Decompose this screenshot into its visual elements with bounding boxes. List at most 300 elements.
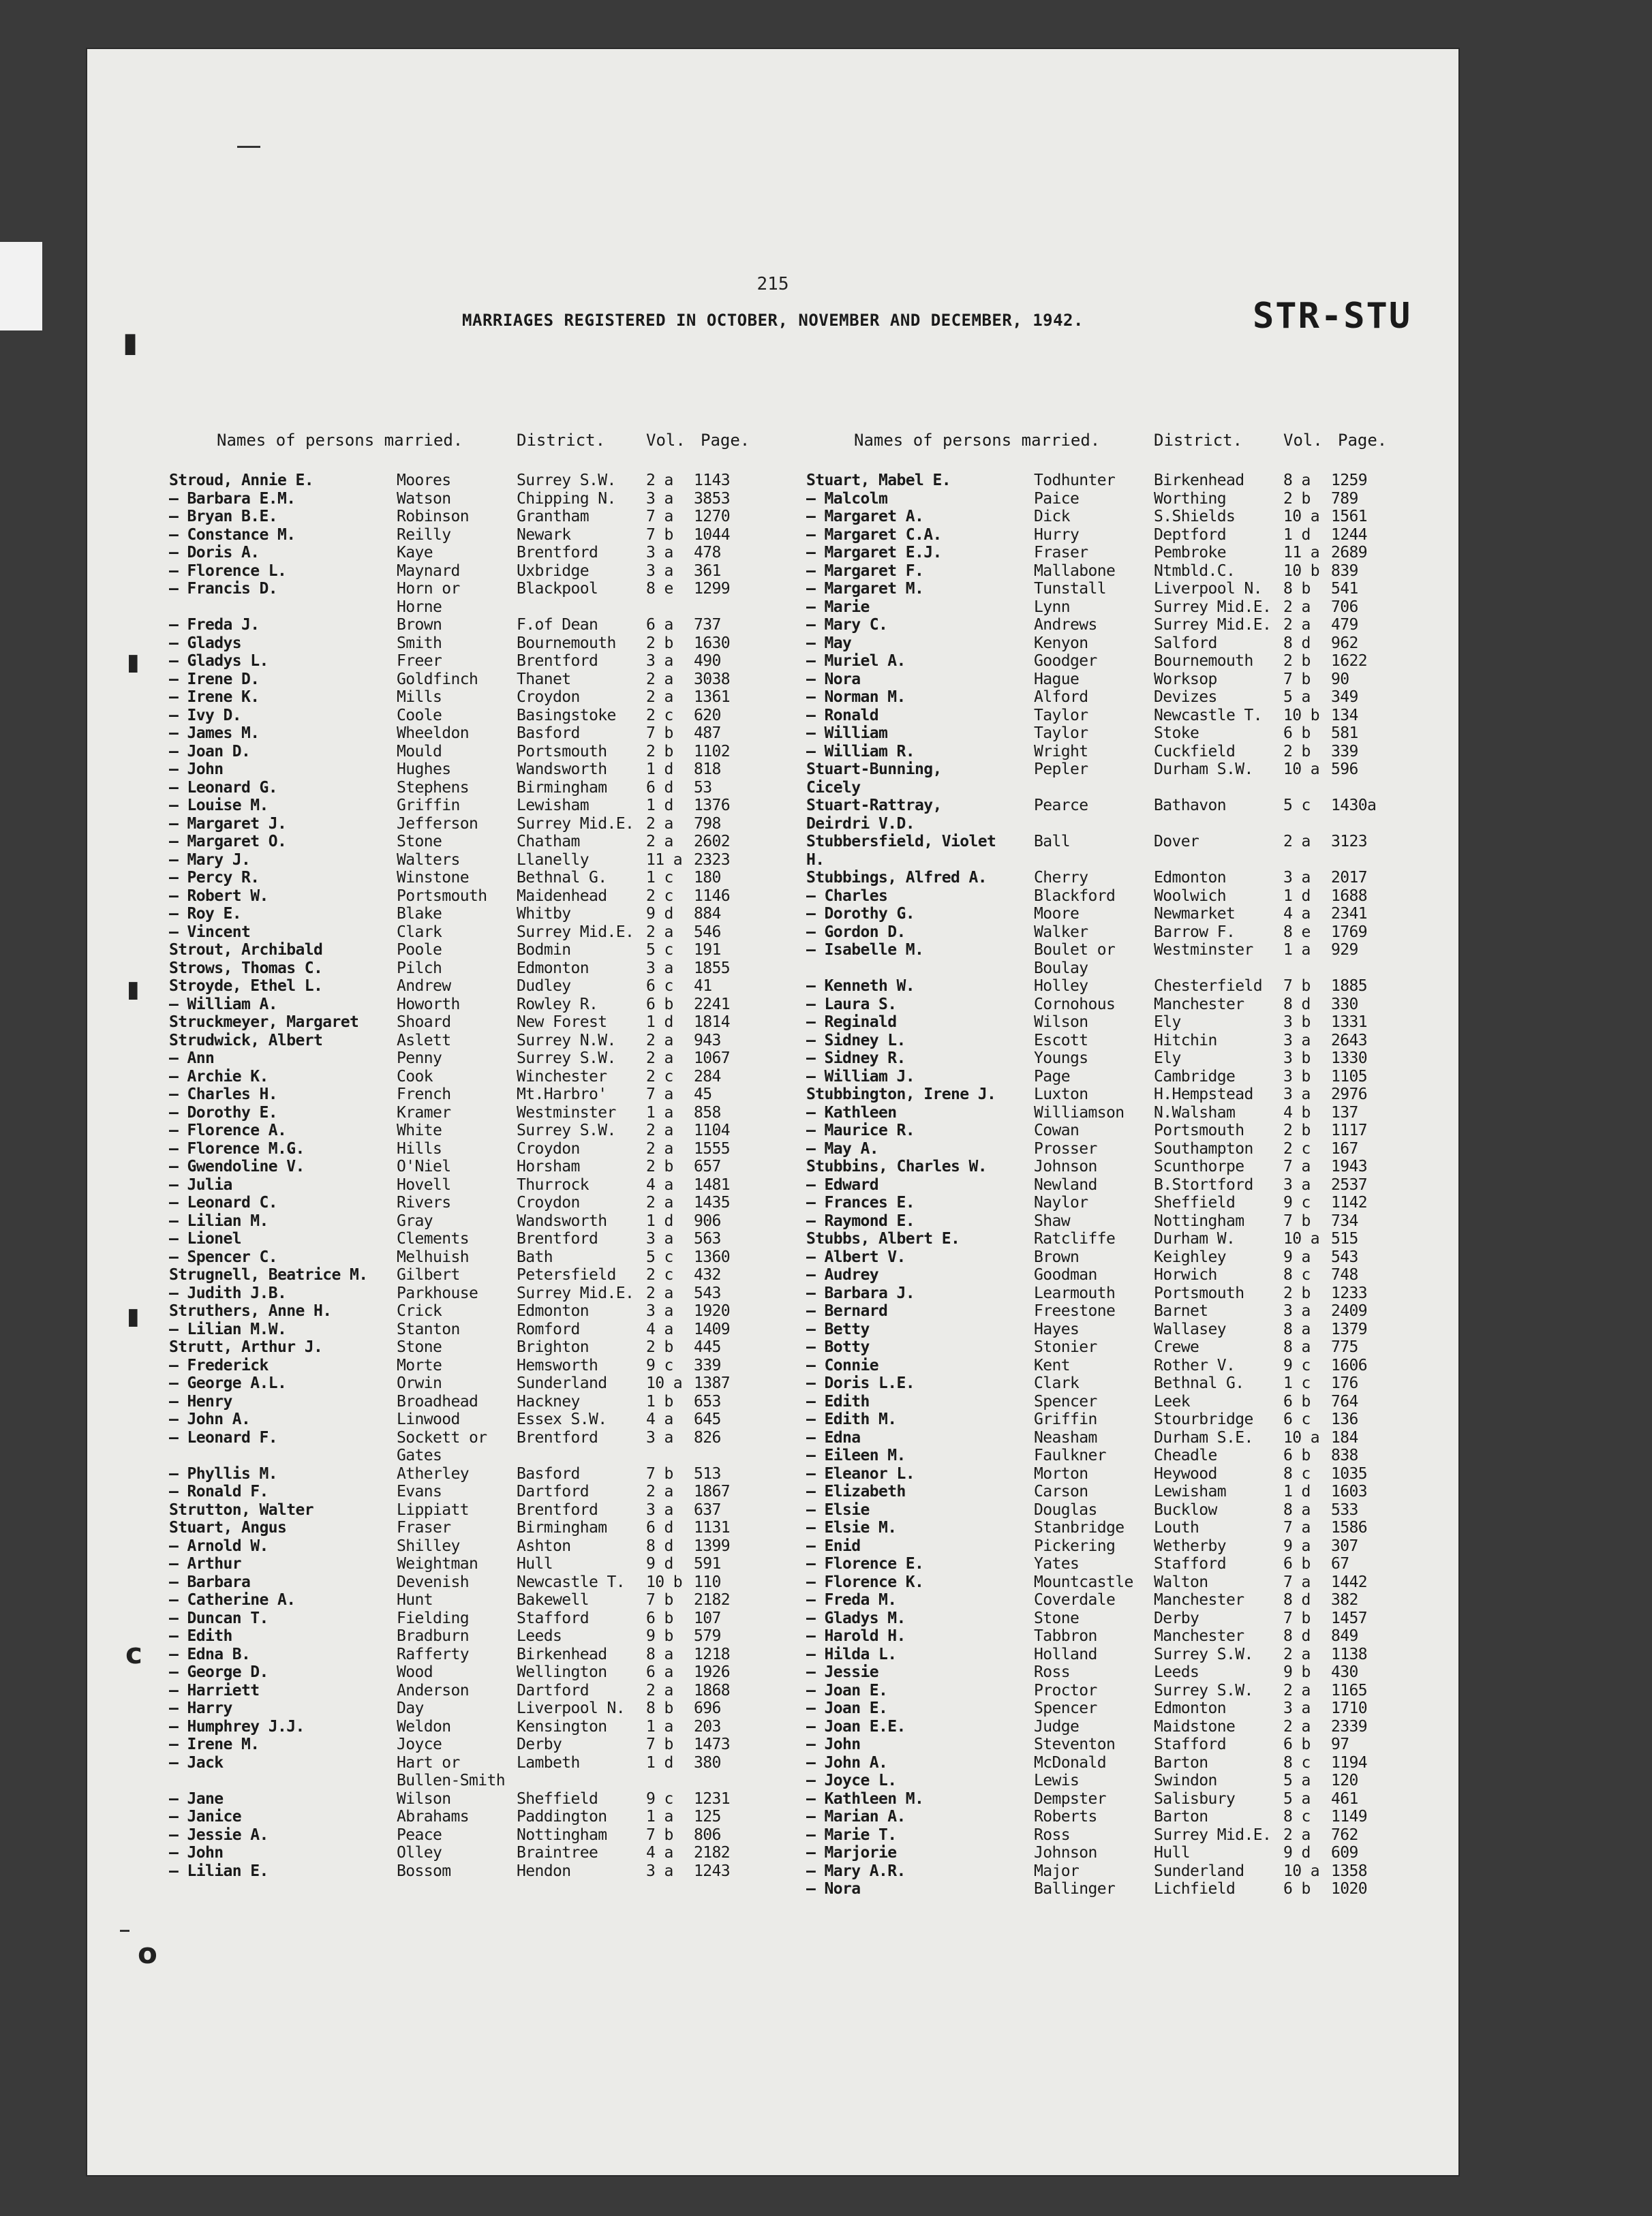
entry-district: Horsham <box>517 1158 580 1175</box>
entry-page: 581 <box>1331 724 1358 742</box>
entry-spouse-surname: Melhuish <box>397 1248 469 1266</box>
register-entry <box>169 1573 782 1592</box>
entry-spouse-surname: Mills <box>397 688 442 706</box>
register-entry <box>806 1447 1420 1465</box>
entry-page: 653 <box>694 1392 721 1411</box>
entry-volume: 1 d <box>646 797 673 814</box>
entry-volume: 3 b <box>1283 1049 1311 1067</box>
district-header: District. <box>517 431 606 450</box>
entry-district: Pembroke <box>1154 544 1226 561</box>
entry-name: Stubbs, Albert E. <box>806 1230 960 1248</box>
entry-volume: 2 b <box>1283 742 1311 760</box>
entry-name: — Edith <box>806 1392 870 1411</box>
register-entry <box>169 1302 782 1321</box>
entry-name: Stuart-Bunning, <box>806 760 942 778</box>
entry-volume: 1 b <box>646 1392 673 1411</box>
register-entry <box>169 1844 782 1862</box>
register-entry <box>169 1483 782 1501</box>
entry-volume: 7 a <box>1283 1519 1311 1537</box>
entry-page: 1868 <box>694 1681 730 1699</box>
entry-district: Blackpool <box>517 580 598 598</box>
entry-name: — Florence E. <box>806 1555 924 1573</box>
entry-volume: 7 a <box>1283 1573 1311 1591</box>
entry-volume: 7 b <box>1283 670 1311 688</box>
entry-district: Lichfield <box>1154 1880 1236 1898</box>
register-entry <box>806 490 1420 508</box>
entry-volume: 7 b <box>1283 977 1311 995</box>
entry-name: — Hilda L. <box>806 1645 897 1663</box>
entry-volume: 9 c <box>646 1356 673 1374</box>
register-entry <box>806 1013 1420 1032</box>
entry-page: 906 <box>694 1212 721 1230</box>
entry-volume: 5 c <box>646 941 673 959</box>
register-entry <box>169 1808 782 1826</box>
entry-district: Ntmbld.C. <box>1154 561 1236 580</box>
entry-name: — Archie K. <box>169 1067 269 1086</box>
entry-spouse-surname: Major <box>1034 1862 1080 1880</box>
entry-volume: 10 a <box>1283 1230 1319 1248</box>
entry-spouse-surname: Weightman <box>397 1555 478 1573</box>
entry-name: — Malcolm <box>806 489 888 508</box>
entry-volume: 9 d <box>646 1555 673 1573</box>
entry-name: — Nora <box>806 1880 861 1898</box>
entry-volume: 6 b <box>1283 1555 1311 1573</box>
entry-district: Basingstoke <box>517 706 616 724</box>
entry-district: Brentford <box>517 1230 598 1248</box>
entry-volume: 2 a <box>646 472 673 489</box>
entry-volume: 3 a <box>646 1230 673 1248</box>
register-entry <box>806 1086 1420 1104</box>
register-entry <box>806 1483 1420 1501</box>
entry-spouse-surname: Hague <box>1034 670 1080 688</box>
entry-district: Heywood <box>1154 1464 1217 1483</box>
entry-page: 943 <box>694 1031 721 1049</box>
entry-page: 1769 <box>1331 923 1367 941</box>
register-entry <box>806 1501 1420 1520</box>
entry-volume: 6 c <box>1283 1411 1311 1428</box>
entry-district: Leeds <box>517 1627 562 1645</box>
entry-volume: 2 a <box>1283 1717 1311 1736</box>
entry-spouse-surname: Naylor <box>1034 1194 1088 1212</box>
entry-spouse-surname: Wood <box>397 1663 433 1681</box>
entry-name: — Jessie A. <box>169 1826 269 1844</box>
entry-volume: 3 a <box>646 544 673 561</box>
entry-spouse-surname: White <box>397 1122 442 1139</box>
entry-spouse-surname: Carson <box>1034 1483 1088 1501</box>
entry-volume: 4 a <box>1283 905 1311 923</box>
entry-name: Strout, Archibald <box>169 941 323 959</box>
register-entry <box>806 544 1420 562</box>
entry-volume: 1 a <box>646 1717 673 1736</box>
entry-page: 284 <box>694 1067 721 1086</box>
entry-volume: 2 b <box>646 1338 673 1356</box>
entry-volume: 9 d <box>646 905 673 923</box>
entry-volume: 2 a <box>1283 1645 1311 1663</box>
entry-page: 1943 <box>1331 1158 1367 1175</box>
entry-volume: 3 a <box>646 1428 673 1447</box>
entry-name: — Duncan T. <box>169 1609 269 1627</box>
entry-volume: 1 a <box>646 1103 673 1122</box>
register-entry <box>806 1284 1420 1303</box>
entry-spouse-surname: Freestone <box>1034 1302 1116 1320</box>
entry-volume: 2 b <box>1283 652 1311 670</box>
register-entry <box>806 1230 1420 1248</box>
entry-district: Braintree <box>517 1844 598 1862</box>
entry-district: Sheffield <box>517 1789 598 1808</box>
entry-district: Salford <box>1154 634 1217 652</box>
entry-district: Whitby <box>517 905 571 923</box>
entry-name: — George A.L. <box>169 1374 287 1392</box>
register-entry <box>169 1357 782 1375</box>
register-entry <box>806 1194 1420 1212</box>
entry-district: Stafford <box>1154 1555 1226 1573</box>
entry-name: — Albert V. <box>806 1248 906 1266</box>
entry-district: Croydon <box>517 1139 580 1158</box>
entry-name: — Gordon D. <box>806 923 906 941</box>
entry-spouse-surname: Andrew <box>397 977 451 995</box>
entry-page: 307 <box>1331 1537 1358 1555</box>
entry-district: Surrey S.W. <box>1154 1645 1253 1663</box>
register-entry <box>806 1646 1420 1664</box>
column-header <box>169 431 782 458</box>
entry-page: 591 <box>694 1555 721 1573</box>
entry-volume: 5 a <box>1283 1789 1311 1808</box>
entry-volume: 2 b <box>1283 1122 1311 1139</box>
register-entry <box>169 490 782 508</box>
entry-district: F.of Dean <box>517 616 598 634</box>
entry-page: 637 <box>694 1501 721 1519</box>
entry-spouse-surname: Cherry <box>1034 869 1088 887</box>
entry-name: — Sidney L. <box>806 1031 906 1049</box>
register-entry <box>169 724 782 743</box>
entry-district: Leek <box>1154 1392 1190 1411</box>
register-entry <box>806 1411 1420 1429</box>
entry-page: 596 <box>1331 760 1358 778</box>
entry-district: Salisbury <box>1154 1789 1236 1808</box>
entry-name: — Bernard <box>806 1302 888 1320</box>
entry-volume: 4 a <box>646 1320 673 1338</box>
entry-spouse-surname: Douglas <box>1034 1501 1097 1519</box>
entry-name: — Barbara J. <box>806 1284 915 1302</box>
entry-page: 361 <box>694 561 721 580</box>
entry-volume: 7 b <box>646 1826 673 1844</box>
entry-district: Maidenhead <box>517 887 607 905</box>
register-entry <box>169 887 782 906</box>
entry-spouse-surname: Ross <box>1034 1663 1070 1681</box>
register-entry <box>169 1736 782 1754</box>
register-entry <box>169 815 782 833</box>
entry-name: Strugnell, Beatrice M. <box>169 1266 368 1284</box>
entry-name: — Kathleen <box>806 1103 897 1122</box>
entry-spouse-surname: Moore <box>1034 905 1080 923</box>
entry-spouse-surname: Ball <box>1034 833 1070 850</box>
entry-district: Brentford <box>517 652 598 670</box>
entry-name: — Frances E. <box>806 1194 915 1212</box>
entry-page: 1299 <box>694 580 730 598</box>
entry-spouse-surname: Shaw <box>1034 1212 1070 1230</box>
entry-spouse-surname: Spencer <box>1034 1699 1097 1717</box>
entry-name: — Reginald <box>806 1013 897 1031</box>
entry-spouse-surname: Hughes <box>397 760 451 778</box>
entry-district: Surrey Mid.E. <box>517 923 634 941</box>
entry-name: — Spencer C. <box>169 1248 277 1266</box>
entry-volume: 6 b <box>1283 724 1311 742</box>
entry-page: 962 <box>1331 634 1358 652</box>
register-entry <box>806 1519 1420 1537</box>
entry-name: Stubbersfield, Violet <box>806 833 996 850</box>
entry-volume: 2 a <box>646 670 673 688</box>
register-entry <box>806 743 1420 761</box>
entry-volume: 2 b <box>1283 489 1311 508</box>
entry-spouse-surname: Horn or <box>397 580 460 598</box>
entry-name: — Janice <box>169 1808 241 1826</box>
entry-volume: 7 a <box>646 508 673 525</box>
entry-volume: 3 a <box>1283 1086 1311 1103</box>
entry-volume: 10 a <box>1283 1862 1319 1880</box>
entry-page: 1710 <box>1331 1699 1367 1717</box>
page-header: Page. <box>1338 431 1388 450</box>
entry-spouse-surname: Wheeldon <box>397 724 469 742</box>
entry-volume: 8 c <box>1283 1464 1311 1483</box>
entry-spouse-surname: Faulkner <box>1034 1447 1106 1464</box>
entry-volume: 6 b <box>646 1609 673 1627</box>
entry-volume: 9 b <box>1283 1663 1311 1681</box>
entry-spouse-surname: Gates <box>397 1447 442 1464</box>
register-entry <box>806 1736 1420 1754</box>
entry-page: 849 <box>1331 1627 1358 1645</box>
entry-name: — May <box>806 634 852 652</box>
entry-name: — Ann <box>169 1049 215 1067</box>
entry-spouse-surname: Cook <box>397 1067 433 1086</box>
entry-spouse-surname: Maynard <box>397 561 460 580</box>
entry-page: 1231 <box>694 1789 730 1808</box>
entry-district: Chipping N. <box>517 489 616 508</box>
register-entry <box>806 1248 1420 1267</box>
register-entry <box>169 851 782 870</box>
entry-district: Lambeth <box>517 1753 580 1772</box>
entry-page: 1814 <box>694 1013 730 1031</box>
register-entry <box>169 1104 782 1122</box>
entry-page: 487 <box>694 724 721 742</box>
entry-volume: 10 a <box>646 1374 682 1392</box>
entry-name: — Bryan B.E. <box>169 508 277 525</box>
register-entry <box>806 1104 1420 1122</box>
entry-volume: 2 c <box>1283 1139 1311 1158</box>
entry-page: 67 <box>1331 1555 1349 1573</box>
column-header <box>806 431 1420 458</box>
entry-spouse-surname: Linwood <box>397 1411 460 1428</box>
register-entry <box>806 1429 1420 1447</box>
entry-spouse-surname: Ballinger <box>1034 1880 1116 1898</box>
register-entry <box>806 1862 1420 1881</box>
entry-district: B.Stortford <box>1154 1175 1253 1194</box>
entry-name: — Muriel A. <box>806 652 906 670</box>
entry-volume: 4 a <box>646 1844 673 1862</box>
register-entry <box>169 1140 782 1158</box>
entry-page: 176 <box>1331 1374 1358 1392</box>
entry-name: — Mary A.R. <box>806 1862 906 1880</box>
entry-page: 533 <box>1331 1501 1358 1519</box>
entry-volume: 2 a <box>1283 1681 1311 1699</box>
entry-name: — Mary C. <box>806 616 888 634</box>
entry-spouse-surname: Johnson <box>1034 1844 1097 1862</box>
entry-name: — Barbara <box>169 1573 251 1591</box>
entry-district: Woolwich <box>1154 887 1226 905</box>
entry-volume: 5 c <box>1283 797 1311 814</box>
entry-spouse-surname: Fielding <box>397 1609 469 1627</box>
district-header: District. <box>1154 431 1243 450</box>
entry-volume: 2 a <box>1283 1826 1311 1844</box>
entry-volume: 6 b <box>1283 1880 1311 1898</box>
entry-volume: 2 b <box>646 634 673 652</box>
entry-volume: 6 c <box>646 977 673 995</box>
entry-spouse-surname: Joyce <box>397 1736 442 1753</box>
register-entry <box>169 1772 782 1790</box>
entry-page: 1102 <box>694 742 730 760</box>
entry-district: Dudley <box>517 977 571 995</box>
entry-spouse-surname: Kramer <box>397 1103 451 1122</box>
entry-page: 167 <box>1331 1139 1358 1158</box>
entry-name: — Doris L.E. <box>806 1374 915 1392</box>
register-entry <box>806 1718 1420 1736</box>
entry-district: Surrey Mid.E. <box>517 814 634 833</box>
entry-volume: 2 a <box>1283 833 1311 850</box>
entry-spouse-surname: Abrahams <box>397 1808 469 1826</box>
entry-page: 184 <box>1331 1428 1358 1447</box>
entry-name: — Gladys <box>169 634 241 652</box>
entry-name: — Judith J.B. <box>169 1284 287 1302</box>
register-entry <box>169 1338 782 1357</box>
entry-volume: 8 d <box>1283 634 1311 652</box>
register-entry <box>806 1826 1420 1845</box>
register-entry <box>169 1519 782 1537</box>
entry-district: Wellington <box>517 1663 607 1681</box>
entry-page: 1131 <box>694 1519 730 1537</box>
entry-page: 1360 <box>694 1248 730 1266</box>
entry-spouse-surname: Clark <box>397 923 442 941</box>
entry-name: — Leonard G. <box>169 778 277 797</box>
entry-district: Swindon <box>1154 1772 1217 1789</box>
entry-name: — Freda J. <box>169 616 260 634</box>
entry-spouse-surname: Morte <box>397 1356 442 1374</box>
entry-page: 1244 <box>1331 525 1367 544</box>
register-entry <box>806 1338 1420 1357</box>
register-entry <box>169 652 782 671</box>
entry-spouse-surname: Neasham <box>1034 1428 1097 1447</box>
register-entry <box>169 616 782 634</box>
entry-spouse-surname: Hayes <box>1034 1320 1080 1338</box>
entry-name: — Catherine A. <box>169 1591 296 1609</box>
entry-spouse-surname: Fraser <box>397 1519 451 1537</box>
entry-district: Hitchin <box>1154 1031 1217 1049</box>
entry-district: Surrey S.W. <box>517 1049 616 1067</box>
register-entry <box>169 544 782 562</box>
entry-page: 136 <box>1331 1411 1358 1428</box>
entry-district: Manchester <box>1154 1591 1244 1609</box>
punch-hole-mark: c <box>125 1637 142 1670</box>
entry-page: 203 <box>694 1717 721 1736</box>
entry-district: Devizes <box>1154 688 1217 706</box>
entry-spouse-surname: Aslett <box>397 1031 451 1049</box>
entry-page: 806 <box>694 1826 721 1844</box>
entry-volume: 9 b <box>646 1627 673 1645</box>
entry-name: — George D. <box>169 1663 269 1681</box>
entry-page: 2182 <box>694 1844 730 1862</box>
entry-volume: 5 c <box>646 1248 673 1266</box>
entry-name: — John <box>806 1736 861 1753</box>
entry-name: — Laura S. <box>806 995 897 1013</box>
entry-name: — Doris A. <box>169 544 260 561</box>
register-page <box>87 49 1458 2175</box>
entry-page: 620 <box>694 706 721 724</box>
register-entry <box>169 634 782 653</box>
register-entry <box>806 1374 1420 1393</box>
entry-volume: 8 a <box>1283 1320 1311 1338</box>
entry-name: — Mary J. <box>169 850 251 869</box>
register-entry <box>169 472 782 490</box>
entry-district: Bathavon <box>1154 797 1226 814</box>
entry-spouse-surname: Hunt <box>397 1591 433 1609</box>
entry-spouse-surname: Stone <box>397 833 442 850</box>
register-entry <box>169 1501 782 1520</box>
entry-name: Strudwick, Albert <box>169 1031 323 1049</box>
entry-page: 546 <box>694 923 721 941</box>
entry-volume: 2 a <box>646 833 673 850</box>
register-entry <box>806 1808 1420 1826</box>
entry-volume: 7 b <box>646 724 673 742</box>
entry-spouse-surname: Lewis <box>1034 1772 1080 1789</box>
register-entry <box>169 1646 782 1664</box>
entry-volume: 5 a <box>1283 688 1311 706</box>
entry-spouse-surname: Walker <box>1034 923 1088 941</box>
entry-volume: 2 a <box>646 1031 673 1049</box>
entry-district: Bakewell <box>517 1591 589 1609</box>
entry-name: — Leonard C. <box>169 1194 277 1212</box>
entry-district: Hackney <box>517 1392 580 1411</box>
entry-page: 1194 <box>1331 1753 1367 1772</box>
entry-spouse-surname: Tunstall <box>1034 580 1106 598</box>
entry-name: — Percy R. <box>169 869 260 887</box>
entry-district: Lewisham <box>1154 1483 1226 1501</box>
entry-page: 3853 <box>694 489 730 508</box>
register-entry <box>169 598 782 617</box>
entry-page: 884 <box>694 905 721 923</box>
entry-district: Basford <box>517 1464 580 1483</box>
entry-volume: 1 d <box>1283 525 1311 544</box>
entry-name: — Elizabeth <box>806 1483 906 1501</box>
register-entry <box>806 616 1420 634</box>
entry-district: Newcastle T. <box>1154 706 1262 724</box>
entry-district: Birkenhead <box>1154 472 1244 489</box>
entry-district: Ely <box>1154 1013 1181 1031</box>
entry-page: 748 <box>1331 1266 1358 1284</box>
punch-hole-mark: o <box>138 1937 157 1970</box>
entry-volume: 7 b <box>646 1736 673 1753</box>
register-entry <box>169 580 782 598</box>
entry-volume: 3 a <box>646 561 673 580</box>
entry-page: 1361 <box>694 688 730 706</box>
entry-name: — Julia <box>169 1175 232 1194</box>
entry-page: 737 <box>694 616 721 634</box>
entry-spouse-surname: Lynn <box>1034 598 1070 616</box>
register-entry <box>806 833 1420 851</box>
entry-page: 380 <box>694 1753 721 1772</box>
entry-spouse-surname: Pilch <box>397 959 442 977</box>
entry-spouse-surname: Gilbert <box>397 1266 460 1284</box>
entry-district: Winchester <box>517 1067 607 1086</box>
entry-name: — John <box>169 760 224 778</box>
register-entry <box>806 1754 1420 1772</box>
